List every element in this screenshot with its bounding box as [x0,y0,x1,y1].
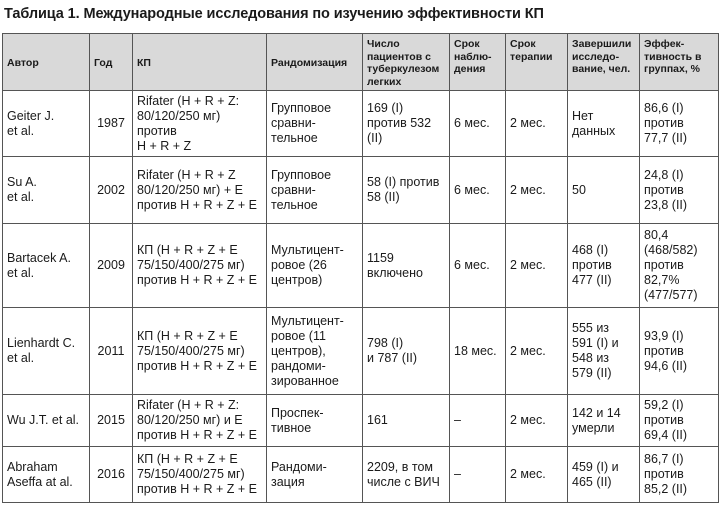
cell-kp: Rifater (H + R + Z: 80/120/250 мг) и E против H + R + Z + E [133,395,267,447]
cell-therapy: 2 мес. [506,224,568,308]
cell-year: 2002 [90,157,133,224]
cell-randomization: Мультицент- ровое (26 центров) [267,224,363,308]
header-randomization: Рандомизация [267,34,363,91]
header-completed: Завершили исследо- вание, чел. [568,34,640,91]
cell-therapy: 2 мес. [506,91,568,157]
cell-kp: КП (H + R + Z + E 75/150/400/275 мг) против H + R + Z + E [133,447,267,503]
table-row [3,395,719,447]
cell-author: Geiter J. et al. [3,91,90,157]
header-author: Автор [3,34,90,91]
table-row [3,91,719,157]
cell-efficacy: 80,4 (468/582) против 82,7% (477/577) [640,224,719,308]
cell-followup: 6 мес. [450,91,506,157]
header-efficacy: Эффек- тивность в группах, % [640,34,719,91]
cell-followup: 6 мес. [450,224,506,308]
cell-author: Wu J.T. et al. [3,395,90,447]
header-year: Год [90,34,133,91]
cell-author: Su A. et al. [3,157,90,224]
cell-patients: 1159 включено [363,224,450,308]
table-row [3,157,719,224]
cell-efficacy: 86,6 (I) против 77,7 (II) [640,91,719,157]
header-kp: КП [133,34,267,91]
cell-efficacy: 86,7 (I) против 85,2 (II) [640,447,719,503]
cell-year: 2015 [90,395,133,447]
cell-patients: 58 (I) против 58 (II) [363,157,450,224]
cell-efficacy: 24,8 (I) против 23,8 (II) [640,157,719,224]
cell-completed: 468 (I) против 477 (II) [568,224,640,308]
table-row [3,308,719,395]
cell-author: Lienhardt C. et al. [3,308,90,395]
cell-patients: 169 (I) против 532 (II) [363,91,450,157]
cell-completed: 142 и 14 умерли [568,395,640,447]
cell-year: 2011 [90,308,133,395]
cell-year: 1987 [90,91,133,157]
cell-kp: Rifater (H + R + Z 80/120/250 мг) + E против H + R + Z + E [133,157,267,224]
table-caption: Таблица 1. Международные исследования по изучению эффективности КП [4,6,544,22]
cell-kp: КП (H + R + Z + E 75/150/400/275 мг) против H + R + Z + E [133,224,267,308]
cell-author: Abraham Aseffa at al. [3,447,90,503]
cell-followup: – [450,395,506,447]
cell-year: 2016 [90,447,133,503]
cell-patients: 2209, в том числе с ВИЧ [363,447,450,503]
cell-patients: 161 [363,395,450,447]
cell-year: 2009 [90,224,133,308]
cell-kp: Rifater (H + R + Z: 80/120/250 мг) против H + R + Z [133,91,267,157]
table-row [3,224,719,308]
cell-efficacy: 93,9 (I) против 94,6 (II) [640,308,719,395]
table-row [3,447,719,503]
cell-randomization: Мультицент- ровое (11 центров), рандоми- зированное [267,308,363,395]
studies-table [2,33,719,503]
cell-therapy: 2 мес. [506,447,568,503]
header-row [3,34,719,91]
cell-completed: Нет данных [568,91,640,157]
cell-followup: 18 мес. [450,308,506,395]
cell-randomization: Проспек- тивное [267,395,363,447]
cell-kp: КП (H + R + Z + E 75/150/400/275 мг) против H + R + Z + E [133,308,267,395]
cell-therapy: 2 мес. [506,157,568,224]
cell-completed: 459 (I) и 465 (II) [568,447,640,503]
header-followup: Срок наблю- дения [450,34,506,91]
cell-therapy: 2 мес. [506,308,568,395]
cell-completed: 50 [568,157,640,224]
cell-completed: 555 из 591 (I) и 548 из 579 (II) [568,308,640,395]
cell-therapy: 2 мес. [506,395,568,447]
cell-author: Bartacek A. et al. [3,224,90,308]
header-patients: Число пациентов с туберкулезом легких [363,34,450,91]
cell-patients: 798 (I) и 787 (II) [363,308,450,395]
cell-followup: 6 мес. [450,157,506,224]
header-therapy: Срок терапии [506,34,568,91]
cell-randomization: Групповое сравни- тельное [267,91,363,157]
cell-randomization: Рандоми- зация [267,447,363,503]
cell-efficacy: 59,2 (I) против 69,4 (II) [640,395,719,447]
cell-randomization: Групповое сравни- тельное [267,157,363,224]
cell-followup: – [450,447,506,503]
